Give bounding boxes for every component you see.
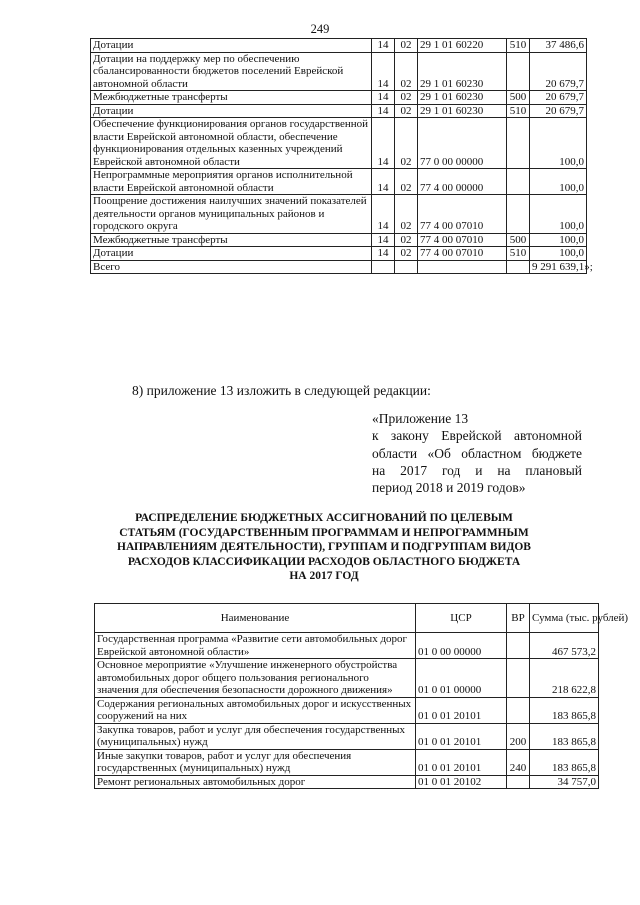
budget-allocation-table — [94, 603, 629, 789]
heading-line: РАСХОДОВ КЛАССИФИКАЦИИ РАСХОДОВ ОБЛАСТНОГО БЮДЖЕТА — [127, 555, 521, 568]
appendix-line: «Приложение 13 — [372, 411, 469, 426]
row-name: Всего — [91, 260, 372, 274]
row-sum: 100,0 — [530, 118, 587, 169]
row-name: Дотации — [91, 104, 372, 118]
row-sum: 37 486,6 — [530, 39, 587, 53]
row-vr: 200 — [507, 723, 530, 749]
row-sum: 183 865,8 — [530, 723, 599, 749]
row-vr: 500 — [507, 91, 530, 105]
row-sum: 34 757,0 — [530, 775, 599, 789]
row-subsection: 02 — [395, 52, 418, 91]
section-heading — [104, 511, 544, 584]
row-sum: 467 573,2 — [530, 633, 599, 659]
table-row — [95, 697, 599, 723]
row-name: Иные закупки товаров, работ и услуг для обеспечения государственных (муниципальных) нужд — [95, 749, 416, 775]
row-section — [372, 260, 395, 274]
heading-line: СТАТЬЯМ (ГОСУДАРСТВЕННЫМ ПРОГРАММАМ И НЕПРОГРАММНЫМ — [119, 526, 529, 539]
row-csr — [418, 260, 507, 274]
row-name: Закупка товаров, работ и услуг для обеспечения государственных (муниципальных) нужд — [95, 723, 416, 749]
table-row — [91, 118, 587, 169]
row-section: 14 — [372, 233, 395, 247]
row-csr: 77 4 00 07010 — [418, 195, 507, 234]
row-name: Содержания региональных автомобильных дорог и искусственных сооружений на них — [95, 697, 416, 723]
row-csr: 01 0 01 00000 — [416, 659, 507, 698]
row-csr: 01 0 01 20101 — [416, 697, 507, 723]
table-row — [95, 633, 599, 659]
table-row-total — [91, 260, 587, 274]
header-sum: Сумма (тыс. рублей) — [530, 604, 599, 633]
row-sum: 20 679,7 — [530, 52, 587, 91]
row-name: Дотации на поддержку мер по обеспечению сбалансированности бюджетов поселений Еврейской автономной области — [91, 52, 372, 91]
row-csr: 29 1 01 60230 — [418, 52, 507, 91]
row-sum: 9 291 639,1»; — [530, 260, 587, 274]
table-row — [91, 39, 587, 53]
row-vr: 500 — [507, 233, 530, 247]
row-section: 14 — [372, 91, 395, 105]
row-sum: 100,0 — [530, 233, 587, 247]
row-subsection: 02 — [395, 247, 418, 261]
row-vr: 510 — [507, 247, 530, 261]
row-csr: 01 0 01 20101 — [416, 723, 507, 749]
row-sum: 183 865,8 — [530, 749, 599, 775]
table-row — [91, 169, 587, 195]
appendix-line: период 2018 и 2019 годов» — [372, 480, 526, 496]
row-vr — [507, 52, 530, 91]
row-csr: 77 4 00 00000 — [418, 169, 507, 195]
header-name: Наименование — [95, 604, 416, 633]
row-vr — [507, 659, 530, 698]
row-subsection — [395, 260, 418, 274]
table-row — [91, 247, 587, 261]
row-csr: 01 0 01 20101 — [416, 749, 507, 775]
row-vr — [507, 633, 530, 659]
row-vr: 510 — [507, 39, 530, 53]
header-csr: ЦСР — [416, 604, 507, 633]
row-sum: 100,0 — [530, 195, 587, 234]
row-vr — [507, 169, 530, 195]
row-section: 14 — [372, 195, 395, 234]
row-section: 14 — [372, 247, 395, 261]
row-name: Поощрение достижения наилучших значений показателей деятельности органов муниципальных районов и городского округа — [91, 195, 372, 234]
row-section: 14 — [372, 169, 395, 195]
appendix-line: области «Об областном бюджете — [372, 445, 582, 461]
row-vr — [507, 697, 530, 723]
appendix-reference — [372, 410, 582, 496]
row-name: Основное мероприятие «Улучшение инженерного обустройства автомобильных дорог общего пользования регионального значения для обеспечения безопасности дорожного движения» — [95, 659, 416, 698]
row-sum: 20 679,7 — [530, 104, 587, 118]
row-name: Ремонт региональных автомобильных дорог — [95, 775, 416, 789]
row-csr: 77 4 00 07010 — [418, 233, 507, 247]
table-row — [91, 52, 587, 91]
page-number: 249 — [310, 22, 330, 36]
table-row — [95, 749, 599, 775]
row-csr: 77 0 00 00000 — [418, 118, 507, 169]
row-subsection: 02 — [395, 104, 418, 118]
table-row — [95, 723, 599, 749]
row-csr: 01 0 01 20102 — [416, 775, 507, 789]
row-vr — [507, 118, 530, 169]
table-row — [91, 91, 587, 105]
header-vr: ВР — [507, 604, 530, 633]
row-name: Межбюджетные трансферты — [91, 91, 372, 105]
table-row — [91, 104, 587, 118]
heading-line: РАСПРЕДЕЛЕНИЕ БЮДЖЕТНЫХ АССИГНОВАНИЙ ПО ЦЕЛЕВЫМ — [135, 512, 513, 524]
row-subsection: 02 — [395, 39, 418, 53]
row-vr: 510 — [507, 104, 530, 118]
row-name: Дотации — [91, 247, 372, 261]
row-sum: 100,0 — [530, 247, 587, 261]
row-sum: 20 679,7 — [530, 91, 587, 105]
row-section: 14 — [372, 104, 395, 118]
heading-line: НА 2017 ГОД — [289, 570, 359, 583]
row-vr — [507, 195, 530, 234]
row-sum: 183 865,8 — [530, 697, 599, 723]
table-row — [91, 195, 587, 234]
row-section: 14 — [372, 118, 395, 169]
row-vr — [507, 260, 530, 274]
row-csr: 29 1 01 60230 — [418, 91, 507, 105]
table-row — [95, 775, 599, 789]
row-csr: 77 4 00 07010 — [418, 247, 507, 261]
row-sum: 218 622,8 — [530, 659, 599, 698]
row-subsection: 02 — [395, 118, 418, 169]
row-sum: 100,0 — [530, 169, 587, 195]
row-vr: 240 — [507, 749, 530, 775]
row-csr: 01 0 00 00000 — [416, 633, 507, 659]
row-name: Государственная программа «Развитие сети автомобильных дорог Еврейской автономной области» — [95, 633, 416, 659]
row-subsection: 02 — [395, 169, 418, 195]
row-vr — [507, 775, 530, 789]
row-subsection: 02 — [395, 233, 418, 247]
heading-line: НАПРАВЛЕНИЯМ ДЕЯТЕЛЬНОСТИ), ГРУППАМ И ПОДГРУППАМ ВИДОВ — [117, 541, 531, 554]
table-header-row — [95, 604, 599, 633]
row-subsection: 02 — [395, 195, 418, 234]
row-section: 14 — [372, 39, 395, 53]
row-csr: 29 1 01 60220 — [418, 39, 507, 53]
appendix-line: на 2017 год и на плановый — [372, 462, 582, 478]
row-subsection: 02 — [395, 91, 418, 105]
row-name: Обеспечение функционирования органов государственной власти Еврейской автономной области, обеспечение функционирования отдельных казенных учреждений Еврейской автономной области — [91, 118, 372, 169]
appendix-line: к закону Еврейской автономной — [372, 428, 582, 444]
row-name: Межбюджетные трансферты — [91, 233, 372, 247]
row-name: Дотации — [91, 39, 372, 53]
table-row — [95, 659, 599, 698]
table-row — [91, 233, 587, 247]
row-csr: 29 1 01 60230 — [418, 104, 507, 118]
budget-table-continued — [90, 38, 593, 274]
instruction-text: 8) приложение 13 изложить в следующей редакции: — [132, 383, 431, 398]
row-name: Непрограммные мероприятия органов исполнительной власти Еврейской автономной области — [91, 169, 372, 195]
row-section: 14 — [372, 52, 395, 91]
